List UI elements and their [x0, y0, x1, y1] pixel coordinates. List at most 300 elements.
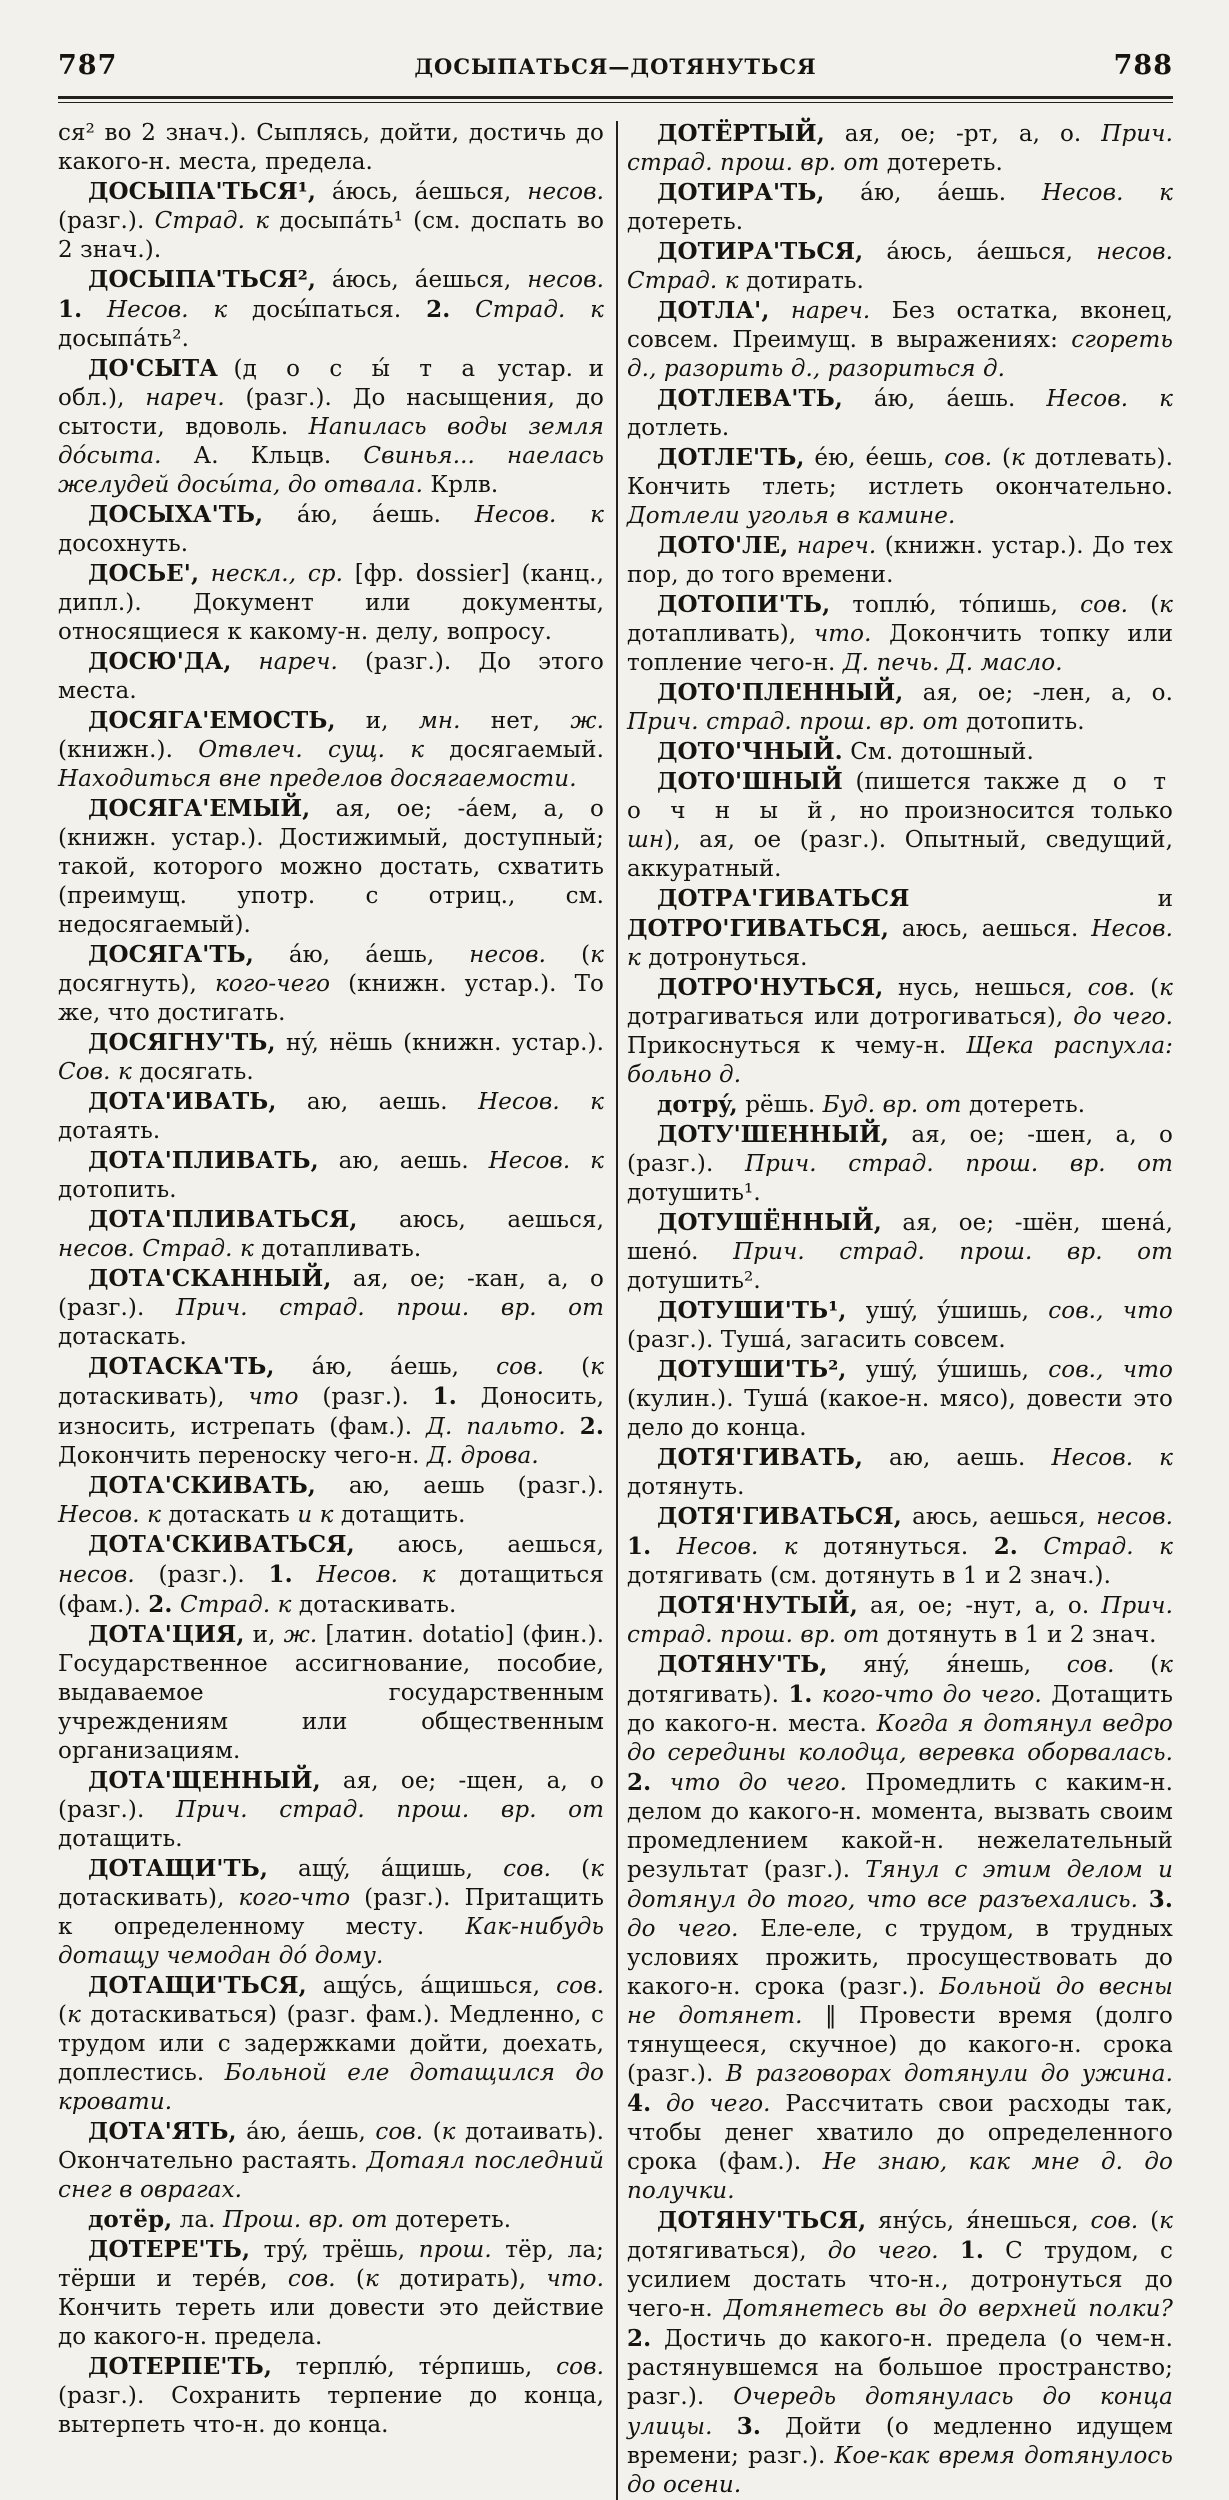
body-text: ( — [551, 1856, 591, 1882]
dictionary-entry — [58, 794, 604, 940]
headword-bold-text: 1. — [627, 1533, 652, 1560]
body-text: Дойти (о медленно идущем времени; разг.). — [627, 2414, 1173, 2469]
dictionary-entry — [58, 119, 604, 177]
body-text: (разг.). — [58, 208, 155, 234]
body-text: но произносится только — [844, 798, 1173, 824]
body-text: дотаивать). Окончательно растаять. — [58, 2119, 605, 2174]
headword-bold-text: ДОТИРА'ТЬСЯ, — [657, 238, 864, 265]
body-text: трý, трёшь, — [250, 2237, 419, 2263]
body-text: (разг.). Тушá, загасить совсем. — [627, 1327, 1006, 1353]
headword-bold-text: ДОТЯ'НУТЫЙ, — [657, 1592, 858, 1619]
headword-bold-text: ДОТЕРЕ'ТЬ, — [88, 2236, 251, 2263]
dictionary-entry — [627, 1591, 1173, 1650]
column-divider — [616, 121, 618, 2500]
letterspaced-text: д о т о ч н ы й, — [627, 769, 1173, 824]
body-text: ( — [58, 2002, 68, 2028]
grammar-italic-text: Страд. к — [1043, 1534, 1173, 1560]
dictionary-entry — [58, 1471, 604, 1530]
body-text: ( — [1138, 2208, 1160, 2234]
headword-bold-text: 1. — [268, 1561, 293, 1588]
grammar-italic-text: Щека распухла: больно д. — [627, 1033, 1173, 1088]
body-text: Без остатка, вконец, совсем. Преимущ. в выражениях: — [627, 298, 1173, 353]
dictionary-entry — [58, 2117, 604, 2205]
headword-bold-text: ДОТРА'ГИВАТЬСЯ — [657, 885, 910, 912]
dictionary-entry — [627, 178, 1173, 237]
body-text: (пишется также — [842, 769, 1073, 795]
body-text: ая, ое; -щен, а, о (разг.). — [58, 1768, 604, 1823]
body-text: устар. и обл.), — [58, 356, 604, 411]
body-text: дотянуться. — [797, 1534, 994, 1560]
body-text: ая, ое; -рт, а, о. — [824, 121, 1102, 147]
body-text: С трудом, с усилием достать что-н., дотронуться до чего-н. — [627, 2238, 1173, 2322]
headword-bold-text: ДОТУШЁННЫЙ, — [657, 1209, 882, 1236]
grammar-italic-text: В разговорах дотянули до ужина. — [725, 2061, 1173, 2087]
grammar-italic-text: до чего. — [665, 2091, 771, 2117]
dictionary-entry — [58, 647, 604, 706]
body-text: терплю́, тéрпишь, — [271, 2354, 557, 2380]
body-text: См. дотошный. — [842, 739, 1034, 765]
grammar-italic-text: Находиться вне пределов досягаемости. — [58, 766, 577, 792]
body-text: (книжн. устар.). До тех пор, до того времени. — [627, 533, 1173, 588]
dictionary-entry — [627, 1296, 1173, 1355]
body-text: éю, éешь, — [804, 445, 945, 471]
page-number-right: 788 — [1113, 50, 1173, 81]
grammar-italic-text: Несов. к — [676, 1534, 798, 1560]
body-text — [939, 2238, 960, 2264]
body-text: ( — [335, 2266, 366, 2292]
body-text: дотереть. — [627, 209, 744, 235]
body-text: дотаскивать), — [58, 1885, 239, 1911]
grammar-italic-text: Прич. страд. прош. вр. от — [175, 1797, 605, 1823]
headword-bold-text: ДОСЮ'ДА, — [88, 648, 232, 675]
dictionary-entry — [58, 2205, 604, 2235]
grammar-italic-text: сов. — [944, 445, 993, 471]
grammar-italic-text: несов. — [58, 1562, 135, 1588]
grammar-italic-text: Страд. к — [179, 1592, 292, 1618]
grammar-italic-text: к — [1159, 975, 1173, 1001]
grammar-italic-text: кого-что до чего. — [821, 1682, 1042, 1708]
headword-bold-text: ДОТЯНУ'ТЬ, — [657, 1651, 828, 1678]
body-text: дотягивать). — [627, 1682, 789, 1708]
grammar-italic-text: сов. — [375, 2119, 424, 2145]
headword-bold-text: ДОТЛЕВА'ТЬ, — [657, 385, 843, 412]
body-text: дотянуть в 1 и 2 знач. — [879, 1622, 1157, 1648]
headword-bold-text: ДОТЕРПЕ'ТЬ, — [88, 2353, 272, 2380]
dictionary-entry — [627, 531, 1173, 590]
body-text — [651, 1770, 670, 1796]
dictionary-entry — [627, 237, 1173, 296]
body-text: ( — [1135, 975, 1160, 1001]
dictionary-entry — [58, 1854, 604, 1971]
headword-bold-text: ДОСЯГА'ЕМОСТЬ, — [88, 707, 336, 734]
grammar-italic-text: Дотянетесь вы до верхней полки? — [723, 2296, 1173, 2322]
body-text: аюсь, аешься, — [901, 1504, 1097, 1530]
body-text: дотаскивать. — [291, 1592, 457, 1618]
body-text: ( — [544, 1354, 591, 1380]
body-text: досягаемый. — [424, 737, 605, 763]
grammar-italic-text: сов., что — [1048, 1298, 1173, 1324]
body-text: дотушить¹. — [627, 1180, 761, 1206]
headword-bold-text: ДОТЯНУ'ТЬСЯ, — [657, 2207, 867, 2234]
grammar-italic-text: Как-нибудь дотащу чемодан дó дому. — [58, 1914, 604, 1969]
grammar-italic-text: к — [1159, 2208, 1173, 2234]
body-text: (разг.). Притащить к определенному месту. — [58, 1885, 604, 1940]
body-text: топлю́, тóпишь, — [830, 592, 1081, 618]
grammar-italic-text: нареч. — [790, 298, 871, 324]
grammar-italic-text: Несов. к — [1046, 386, 1173, 412]
grammar-italic-text: кого-что — [238, 1885, 351, 1911]
body-text — [651, 1534, 676, 1560]
grammar-italic-text: Несов. к — [478, 1089, 604, 1115]
grammar-italic-text: прош. — [418, 2237, 492, 2263]
body-text: дотащиться (фам.). — [58, 1562, 604, 1618]
body-text: ( — [546, 942, 591, 968]
body-text: дотушить². — [627, 1268, 761, 1294]
headword-bold-text: ДОТУШИ'ТЬ¹, — [657, 1297, 847, 1324]
dictionary-entry — [627, 1355, 1173, 1443]
running-head: ДОСЫПАТЬСЯ—ДОТЯНУТЬСЯ — [414, 54, 817, 79]
headword-bold-text: ДОТО'ШНЫЙ — [657, 768, 843, 795]
headword-bold-text: ДОСЯГА'ЕМЫЙ, — [88, 795, 311, 822]
body-text: ( — [218, 356, 243, 382]
dictionary-entry — [627, 1502, 1173, 1591]
dictionary-entry — [58, 177, 604, 265]
grammar-italic-text: сов. — [496, 1354, 544, 1380]
body-text: досыпáть¹ (см. доспать во 2 знач.). — [58, 208, 605, 263]
headword-bold-text: ДОТЯ'ГИВАТЬ, — [657, 1444, 864, 1471]
headword-bold-text: ДОТУ'ШЕННЫЙ, — [657, 1121, 890, 1148]
grammar-italic-text: несов. — [527, 267, 604, 293]
grammar-italic-text: Напилась воды земля дóсыта. — [58, 414, 604, 469]
grammar-italic-text: к — [590, 942, 605, 968]
dictionary-entry — [58, 1264, 604, 1352]
headword-bold-text: 1. — [788, 1681, 813, 1708]
body-text: áю, áешь. — [824, 180, 1042, 206]
body-text: ( — [1114, 1652, 1160, 1678]
dictionary-entry — [627, 384, 1173, 443]
body-text — [788, 533, 796, 559]
body-text: аюсь, аешься. — [888, 916, 1092, 942]
headword-bold-text: 4. — [627, 2090, 652, 2117]
grammar-italic-text: сов. — [556, 1973, 604, 1999]
grammar-italic-text: несов. — [1096, 1504, 1173, 1530]
grammar-italic-text: Дотаял последний снег в оврагах. — [58, 2148, 604, 2203]
headword-bold-text: ДОТЛЕ'ТЬ, — [657, 444, 805, 471]
grammar-italic-text: мн. — [418, 708, 461, 734]
dictionary-entry — [58, 2352, 604, 2440]
headword-bold-text: 1. — [58, 296, 83, 323]
body-text: А. Кльцв. — [161, 443, 364, 469]
dictionary-entry — [58, 354, 604, 500]
body-text: и — [909, 886, 1173, 912]
body-text: ушý, ýшишь, — [846, 1298, 1049, 1324]
body-text: аюсь, аешься, — [357, 1207, 604, 1233]
body-text: дотрагиваться или дотрогиваться), — [627, 1004, 1074, 1030]
headword-bold-text: 2. — [627, 2325, 652, 2352]
body-text — [1018, 1534, 1043, 1560]
headword-bold-text: 2. — [579, 1413, 604, 1440]
headword-bold-text: ДОТАЩИ'ТЬ, — [88, 1855, 268, 1882]
body-text: нý, нёшь (книжн. устар.). — [275, 1030, 604, 1056]
grammar-italic-text: Страд. к — [142, 1236, 254, 1262]
body-text: ая, ое; -шён, шенá, шенó. — [627, 1210, 1173, 1265]
headword-bold-text: ДОТОПИ'ТЬ, — [657, 591, 831, 618]
text-columns — [58, 119, 1173, 2500]
grammar-italic-text: Несов. к — [316, 1562, 436, 1588]
grammar-italic-text: Отвлеч. сущ. к — [198, 737, 425, 763]
headword-bold-text: дотрý, — [657, 1091, 738, 1118]
dictionary-entry — [58, 265, 604, 354]
body-text: (книжн.). — [58, 737, 199, 763]
grammar-italic-text: к — [441, 2119, 456, 2145]
body-text: Доносить, износить, истрепать (фам.). — [58, 1384, 604, 1440]
dictionary-entry — [58, 1146, 604, 1205]
grammar-italic-text: сов. — [503, 1856, 551, 1882]
grammar-italic-text: сов. — [1080, 592, 1128, 618]
body-text: Прикоснуться к чему-н. — [627, 1033, 967, 1059]
body-text: ся² во 2 знач.). Сыплясь, дойти, достичь до какого-н. места, предела. — [58, 120, 604, 175]
body-text — [82, 297, 107, 323]
body-text — [1138, 1887, 1149, 1913]
body-text: дотаскиваться) (разг. фам.). Медленно, с трудом или с задержками дойти, доехать, доплестись. — [58, 2002, 604, 2086]
grammar-italic-text: Сов. к — [58, 1059, 132, 1085]
grammar-italic-text: Страд. к — [154, 208, 270, 234]
dictionary-entry — [58, 2235, 604, 2352]
headword-bold-text: 3. — [1148, 1886, 1173, 1913]
body-text: дотирать. — [738, 268, 864, 294]
headword-bold-text: ДОСЯГА'ТЬ, — [88, 941, 254, 968]
headword-bold-text: ДОСЫПА'ТЬСЯ¹, — [88, 178, 316, 205]
grammar-italic-text: ж. — [283, 1622, 318, 1648]
grammar-italic-text: что до чего. — [669, 1770, 847, 1796]
grammar-italic-text: Несов. к — [106, 297, 228, 323]
dictionary-entry — [627, 296, 1173, 384]
body-text: (разг.). До насыщения, до сытости, вдоволь. — [58, 385, 604, 440]
body-text: дотопить. — [58, 1177, 177, 1203]
body-text: (разг.). Сохранить терпение до конца, вытерпеть что-н. до конца. — [58, 2383, 604, 2438]
grammar-italic-text: к — [590, 1856, 604, 1882]
body-text: Докончить переноску чего-н. — [58, 1443, 427, 1469]
grammar-italic-text: Очередь дотянулась до конца улицы. — [627, 2384, 1173, 2440]
body-text: досягнуть), — [58, 971, 215, 997]
body-text: аю, аешь. — [276, 1089, 479, 1115]
dictionary-entry — [627, 443, 1173, 531]
grammar-italic-text: сгореть д., разорить д., разориться д. — [627, 327, 1173, 382]
body-text — [450, 297, 475, 323]
headword-bold-text: 1. — [432, 1383, 457, 1410]
body-text: дотаскать — [160, 1502, 298, 1528]
body-text: ( — [992, 445, 1012, 471]
body-text: ( — [1127, 592, 1160, 618]
grammar-italic-text: несов. — [58, 1236, 135, 1262]
body-text: áю, áешь. — [263, 502, 475, 528]
page-header — [58, 50, 1173, 94]
body-text: áюсь, áешься, — [316, 179, 528, 205]
body-text: áю, áешь, — [253, 942, 470, 968]
headword-bold-text: ДОТЁРТЫЙ, — [657, 120, 825, 147]
grammar-italic-text: шн — [627, 827, 665, 853]
headword-bold-text: ДОТРО'НУТЬСЯ, — [657, 974, 884, 1001]
grammar-italic-text: сов. — [556, 2354, 604, 2380]
body-text: ая, ое; -нут, а, о. — [857, 1593, 1102, 1619]
headword-bold-text: ДОТА'СКИВАТЬ, — [88, 1472, 316, 1499]
body-text: дотягиваться), — [627, 2238, 828, 2264]
grammar-italic-text: Прич. страд. прош. вр. от — [733, 1239, 1173, 1265]
grammar-italic-text: Когда я дотянул ведро до середины колодца, веревка оборвалась. — [627, 1711, 1173, 1766]
grammar-italic-text: несов. — [527, 179, 604, 205]
body-text: дотаять. — [58, 1118, 161, 1144]
body-text: дотереть. — [879, 150, 1003, 176]
body-text: Достичь до какого-н. предела (о чем-н. растянувшемся на большое пространство; разг.). — [627, 2326, 1173, 2410]
headword-bold-text: ДОТУШИ'ТЬ², — [657, 1356, 847, 1383]
grammar-italic-text: Несов. к — [58, 1502, 161, 1528]
grammar-italic-text: несов. — [469, 942, 547, 968]
headword-bold-text: ДОТА'ЩЕННЫЙ, — [88, 1767, 321, 1794]
body-text: ая, ое; -лен, а, о. — [903, 680, 1173, 706]
headword-bold-text: ДОСЯГНУ'ТЬ, — [88, 1029, 276, 1056]
body-text: дотереть. — [387, 2207, 512, 2233]
grammar-italic-text: ж. — [570, 708, 604, 734]
headword-bold-text: 3. — [736, 2413, 761, 2440]
body-text: дотаскивать), — [58, 1384, 249, 1410]
headword-bold-text: ДОТА'ПЛИВАТЬСЯ, — [88, 1206, 358, 1233]
body-text — [813, 1682, 822, 1708]
body-text — [173, 1592, 180, 1618]
body-text — [769, 298, 790, 324]
headword-bold-text: ДОСЫХА'ТЬ, — [88, 501, 264, 528]
dictionary-entry — [627, 119, 1173, 178]
body-text: ушý, ýшишь, — [846, 1357, 1049, 1383]
grammar-italic-text: до чего. — [827, 2238, 939, 2264]
grammar-italic-text: Прич. страд. прош. вр. от — [627, 709, 959, 735]
grammar-italic-text: Страд. к — [475, 297, 605, 323]
headword-bold-text: 2. — [426, 296, 451, 323]
dictionary-entry — [627, 767, 1173, 884]
body-text: янý, я́нешь, — [827, 1652, 1067, 1678]
headword-bold-text: ДОТАЩИ'ТЬСЯ, — [88, 1972, 307, 1999]
grammar-italic-text: Д. печь. Д. масло. — [842, 650, 1063, 676]
grammar-italic-text: нескл., ср. — [210, 561, 344, 587]
grammar-italic-text: Кое-как время дотянулось до осени. — [627, 2443, 1173, 2498]
dictionary-entry — [627, 737, 1173, 767]
body-text: ), ая, ое (разг.). Опытный, сведущий, аккуратный. — [627, 827, 1173, 882]
headword-bold-text: ДОТИРА'ТЬ, — [657, 179, 825, 206]
grammar-italic-text: Несов. к — [1041, 180, 1173, 206]
letterspaced-text: д о с ы́ т а — [242, 356, 483, 382]
grammar-italic-text: сов., что — [1048, 1357, 1173, 1383]
headword-bold-text: ДОТРО'ГИВАТЬСЯ, — [627, 915, 889, 942]
grammar-italic-text: к — [1159, 1652, 1173, 1678]
grammar-italic-text: Больной до весны не дотянет. — [627, 1974, 1173, 2029]
headword-bold-text: ДОТЯ'ГИВАТЬСЯ, — [657, 1503, 902, 1530]
headword-bold-text: ДОТА'ЯТЬ, — [88, 2118, 237, 2145]
body-text: [латин. dotatio] (фин.). Государственное ассигнование, пособие, выдаваемое государственным учреждениям или общественным организациям. — [58, 1622, 604, 1764]
dictionary-entry — [627, 884, 1173, 973]
grammar-italic-text: Свинья... наелась желудей досы́та, до отвала. — [58, 443, 604, 498]
body-text: янýсь, я́нешься, — [866, 2208, 1091, 2234]
body-text — [713, 2414, 737, 2440]
dictionary-entry — [58, 1620, 604, 1766]
grammar-italic-text: сов. — [1090, 2208, 1139, 2234]
body-text: и, — [244, 1622, 284, 1648]
grammar-italic-text: Прич. страд. прош. вр. от — [627, 1593, 1173, 1648]
body-text: ( — [423, 2119, 442, 2145]
body-text: ая, ое; -áем, а, о (книжн. устар.). Достижимый, доступный; такой, которого можно достать, схватить (преимущ. употр. с отриц., см. недосягаемый). — [58, 796, 604, 938]
dictionary-entry — [58, 1087, 604, 1146]
headword-bold-text: ДОТО'ЧНЫЙ. — [657, 738, 843, 765]
body-text: ая, ое; -кан, а, о (разг.). — [58, 1266, 604, 1321]
grammar-italic-text: Несов. к — [627, 916, 1173, 971]
headword-bold-text: ДОТА'ПЛИВАТЬ, — [88, 1147, 319, 1174]
grammar-italic-text: Буд. вр. от — [822, 1092, 962, 1118]
grammar-italic-text: Несов. к — [1051, 1445, 1173, 1471]
body-text: ‖ Провести время (долго тянущееся, скучное) до какого-н. срока (разг.). — [627, 2003, 1173, 2087]
body-text: аю, аешь. — [318, 1148, 489, 1174]
body-text: дотронуться. — [640, 945, 808, 971]
grammar-italic-text: к — [1011, 445, 1025, 471]
grammar-italic-text: Д. пальто. — [426, 1414, 566, 1440]
dictionary-entry — [58, 500, 604, 559]
dictionary-entry — [58, 1766, 604, 1854]
headword-bold-text: ДОТА'СКИВАТЬСЯ, — [88, 1531, 355, 1558]
headword-bold-text: ДО'СЫТА — [88, 355, 219, 382]
grammar-italic-text: к — [365, 2266, 379, 2292]
grammar-italic-text: что — [248, 1384, 299, 1410]
headword-bold-text: ДОСЬЕ', — [88, 560, 200, 587]
page-number-left: 787 — [58, 50, 118, 81]
dictionary-entry — [627, 1208, 1173, 1296]
body-text: дотапливать), — [627, 621, 814, 647]
body-text: досохнуть. — [58, 531, 189, 557]
body-text: нусь, нешься, — [883, 975, 1088, 1001]
grammar-italic-text: Д. дрова. — [426, 1443, 539, 1469]
body-text: Кончить тереть или довести это действие до какого-н. предела. — [58, 2295, 604, 2350]
body-text: дотаскать. — [58, 1324, 187, 1350]
grammar-italic-text: что. — [546, 2266, 605, 2292]
body-text: дотапливать. — [253, 1236, 422, 1262]
dictionary-entry — [627, 590, 1173, 678]
body-text: Промедлить с каким-н. делом до какого-н. момента, вызвать своим промедлением какой-н. нежелательный результат (разг.). — [627, 1770, 1173, 1883]
body-text: (разг.). — [298, 1384, 433, 1410]
body-text: [фр. dossier] (канц., дипл.). Документ или документы, относящиеся к какому-н. делу, вопросу. — [58, 561, 604, 645]
body-text: (книжн. устар.). То же, что достигать. — [58, 971, 604, 1026]
body-text: дотащить. — [58, 1826, 183, 1852]
dictionary-entry — [58, 559, 604, 647]
grammar-italic-text: Прош. вр. от — [223, 2207, 388, 2233]
grammar-italic-text: сов. — [1087, 975, 1136, 1001]
body-text: дотлевать). Кончить тлеть; истлеть окончательно. — [627, 445, 1173, 500]
grammar-italic-text: к — [590, 1354, 604, 1380]
headword-bold-text: ДОСЫПА'ТЬСЯ², — [88, 266, 316, 293]
grammar-italic-text: к — [67, 2002, 81, 2028]
grammar-italic-text: кого-чего — [214, 971, 331, 997]
grammar-italic-text: Несов. к — [474, 502, 604, 528]
headword-bold-text: ДОТАСКА'ТЬ, — [88, 1353, 275, 1380]
grammar-italic-text: Тянул с этим делом и дотянул до того, что все разъехались. — [627, 1857, 1174, 1913]
headword-bold-text: ДОТЛА', — [657, 297, 770, 324]
dictionary-entry — [58, 1971, 604, 2117]
header-rule — [58, 96, 1173, 103]
body-text: дотянуть. — [627, 1474, 745, 1500]
body-text: ащý, áщишь, — [267, 1856, 504, 1882]
body-text: Докончить топку или топление чего-н. — [627, 621, 1173, 676]
body-text — [651, 2091, 666, 2117]
dictionary-entry — [58, 1028, 604, 1087]
body-text: досягать. — [131, 1059, 254, 1085]
body-text: дотягивать (см. дотянуть в 1 и 2 знач.). — [627, 1563, 1112, 1589]
body-text: нет, — [460, 708, 571, 734]
body-text: Еле-еле, с трудом, в трудных условиях прожить, просуществовать до какого-н. срока (разг.). — [627, 1916, 1173, 2000]
